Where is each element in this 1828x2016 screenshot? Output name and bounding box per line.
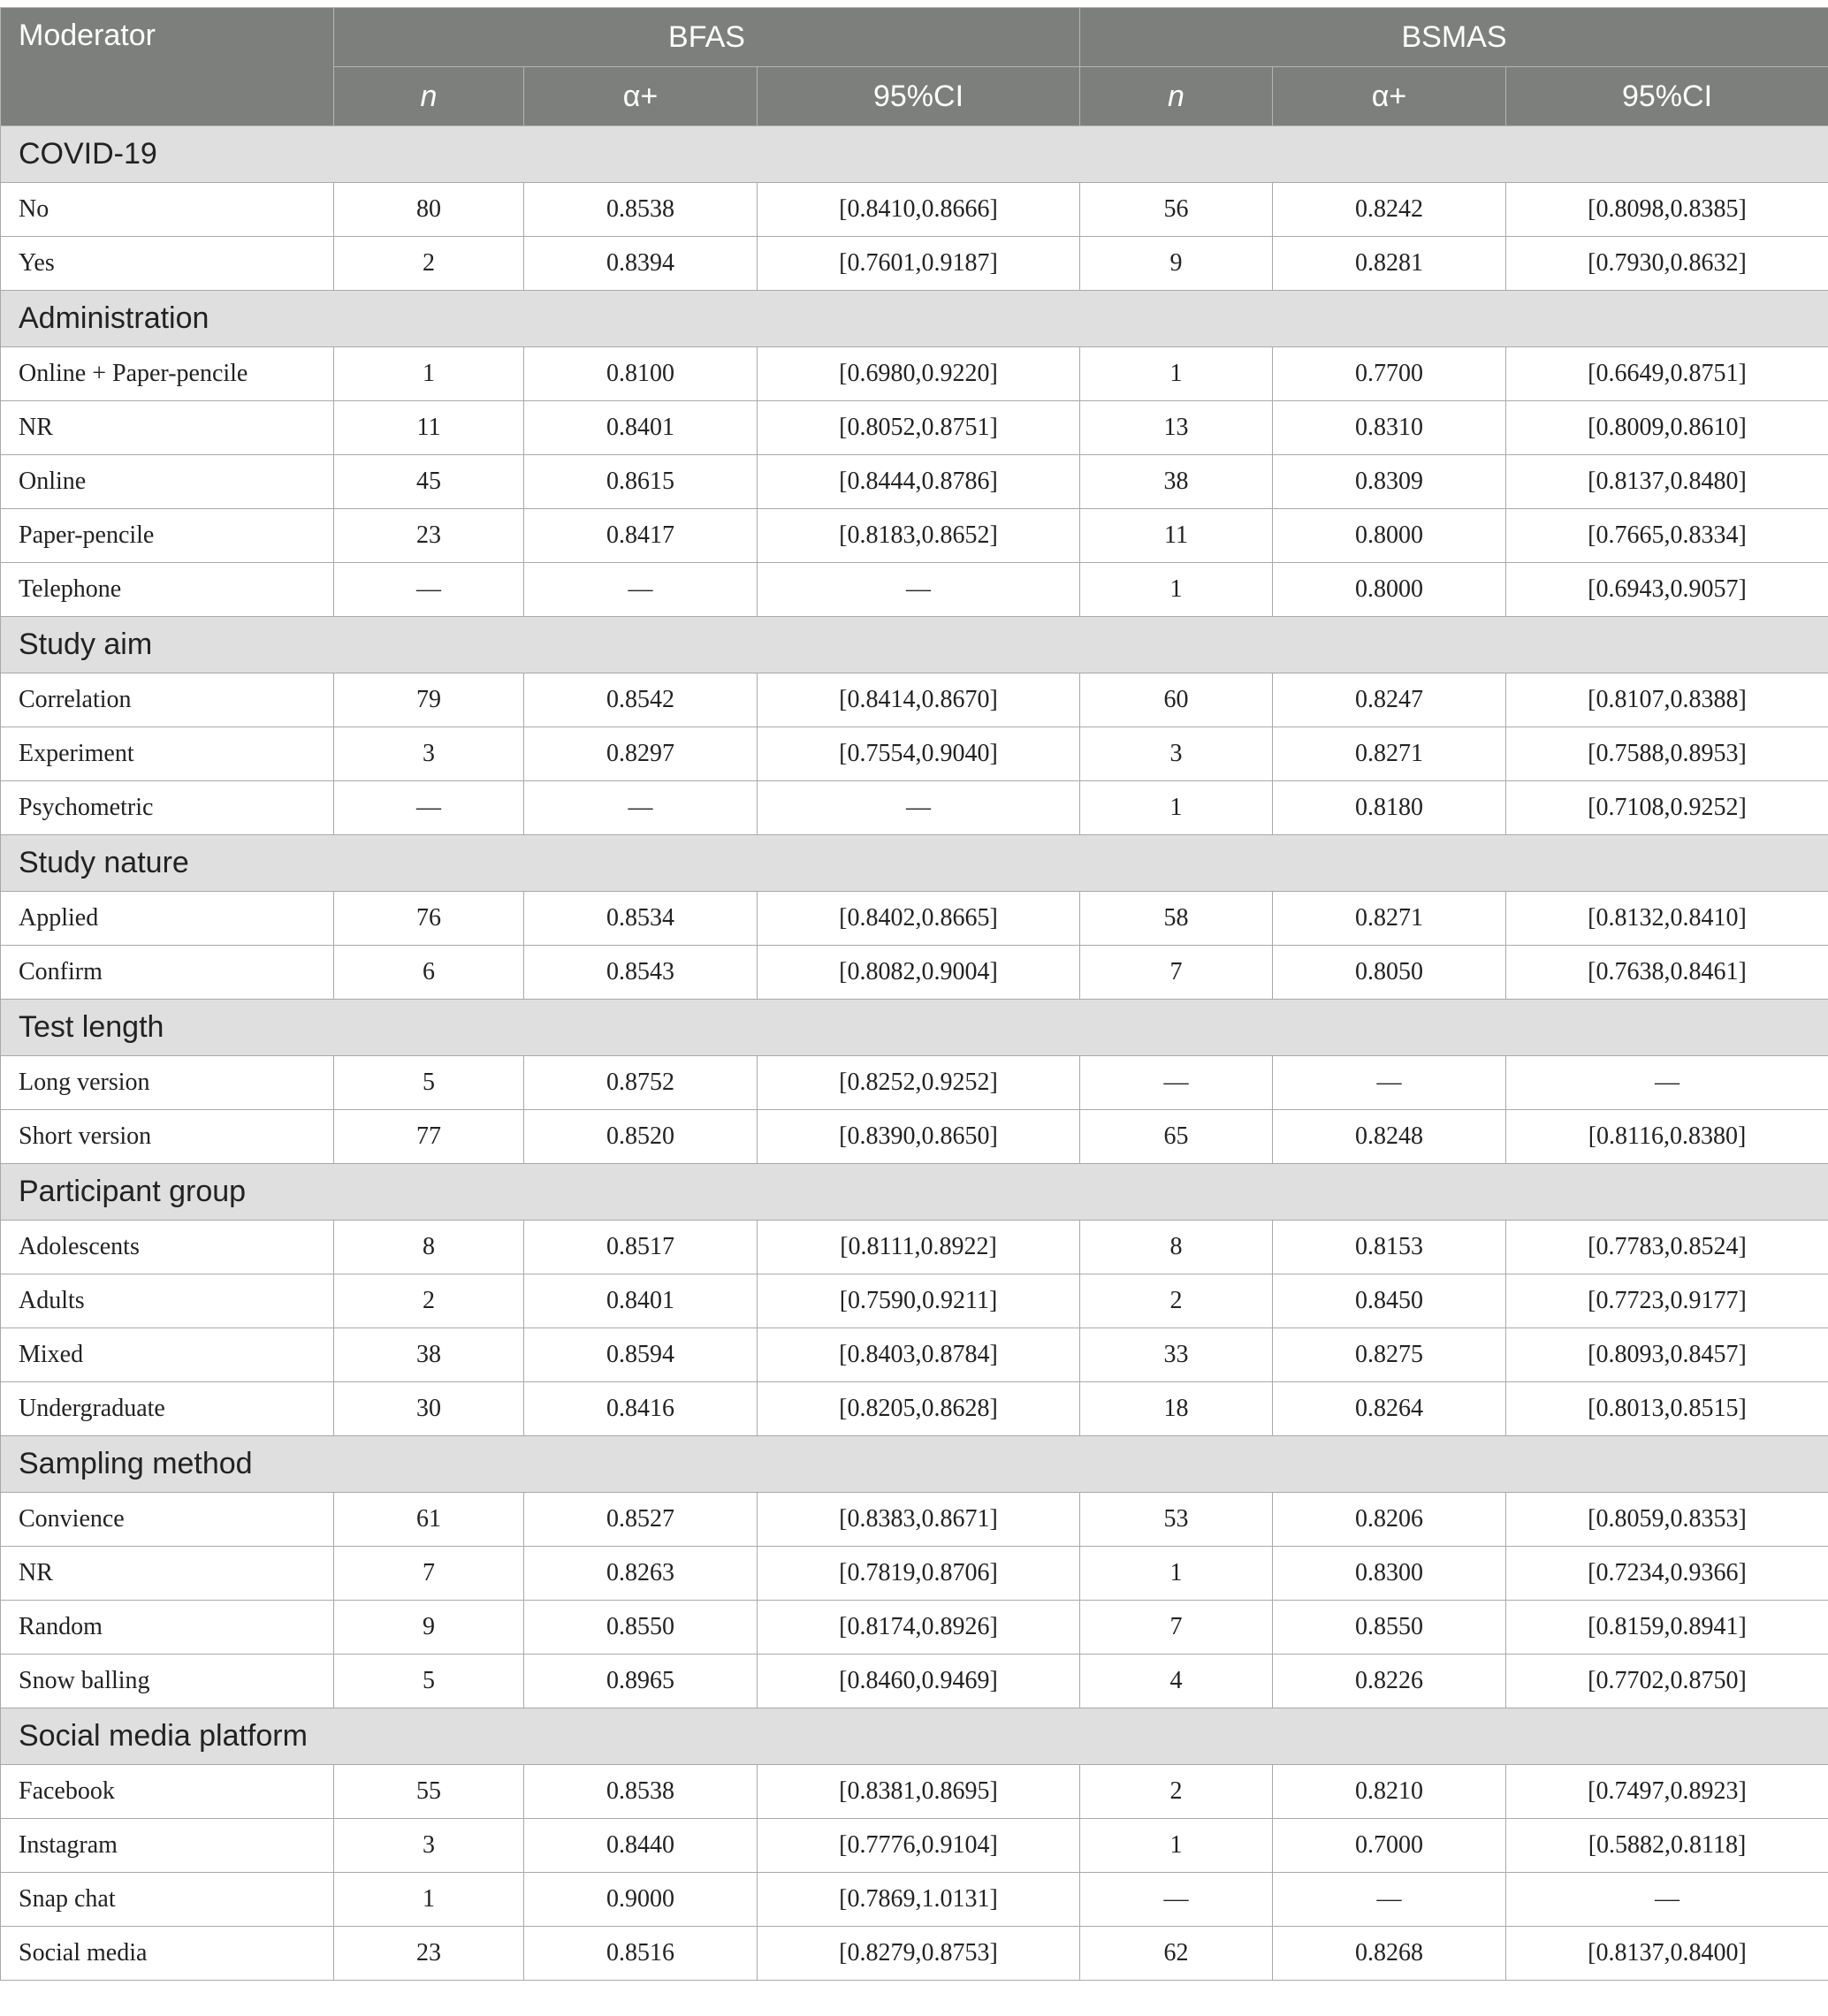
section-title: Sampling method — [1, 1436, 1828, 1493]
bfas-ci: [0.8205,0.8628] — [758, 1382, 1080, 1436]
bsmas-ci: [0.8093,0.8457] — [1506, 1328, 1828, 1382]
bsmas-alpha: 0.8271 — [1273, 892, 1506, 946]
bfas-ci: [0.7601,0.9187] — [758, 237, 1080, 291]
bfas-alpha: 0.8263 — [524, 1547, 758, 1601]
bfas-alpha: 0.8965 — [524, 1655, 758, 1708]
bsmas-alpha: 0.8000 — [1273, 509, 1506, 563]
moderator-label: Psychometric — [1, 781, 334, 835]
bsmas-n: 58 — [1080, 892, 1273, 946]
bsmas-n: — — [1080, 1873, 1273, 1927]
moderator-label: Short version — [1, 1110, 334, 1164]
bsmas-ci: [0.8059,0.8353] — [1506, 1493, 1828, 1547]
moderator-label: Mixed — [1, 1328, 334, 1382]
bsmas-n: 9 — [1080, 237, 1273, 291]
table-row — [1, 1493, 1828, 1547]
bfas-n: 6 — [334, 946, 524, 1000]
bsmas-n: 13 — [1080, 401, 1273, 455]
moderator-label: Paper-pencile — [1, 509, 334, 563]
bfas-ci: [0.8403,0.8784] — [758, 1328, 1080, 1382]
table-row — [1, 509, 1828, 563]
bsmas-n: 1 — [1080, 1819, 1273, 1873]
bfas-ci: [0.7590,0.9211] — [758, 1274, 1080, 1328]
bsmas-ci: [0.7588,0.8953] — [1506, 727, 1828, 781]
bsmas-ci: [0.7234,0.9366] — [1506, 1547, 1828, 1601]
bsmas-alpha: 0.8264 — [1273, 1382, 1506, 1436]
bfas-n: 23 — [334, 509, 524, 563]
bsmas-alpha: 0.8050 — [1273, 946, 1506, 1000]
bsmas-n: — — [1080, 1056, 1273, 1110]
bfas-alpha: 0.8520 — [524, 1110, 758, 1164]
bfas-n: 1 — [334, 347, 524, 401]
bsmas-ci: [0.5882,0.8118] — [1506, 1819, 1828, 1873]
moderator-label: Social media — [1, 1927, 334, 1981]
bfas-n: 38 — [334, 1328, 524, 1382]
bfas-n: 61 — [334, 1493, 524, 1547]
table-row — [1, 1655, 1828, 1708]
bfas-n: 9 — [334, 1601, 524, 1655]
bsmas-ci: [0.8013,0.8515] — [1506, 1382, 1828, 1436]
bfas-alpha: 0.8100 — [524, 347, 758, 401]
bsmas-n: 65 — [1080, 1110, 1273, 1164]
bfas-ci: [0.7776,0.9104] — [758, 1819, 1080, 1873]
bsmas-alpha: 0.8242 — [1273, 183, 1506, 237]
bsmas-n: 4 — [1080, 1655, 1273, 1708]
bsmas-alpha: 0.7000 — [1273, 1819, 1506, 1873]
bsmas-n: 56 — [1080, 183, 1273, 237]
header-bfas: BFAS — [334, 8, 1080, 67]
header-bsmas-ci: 95%CI — [1506, 67, 1828, 126]
bsmas-ci: [0.6943,0.9057] — [1506, 563, 1828, 617]
bfas-alpha: 0.8534 — [524, 892, 758, 946]
moderator-label: Undergraduate — [1, 1382, 334, 1436]
table-row — [1, 563, 1828, 617]
bfas-ci: [0.8460,0.9469] — [758, 1655, 1080, 1708]
bfas-alpha: 0.8417 — [524, 509, 758, 563]
table-row — [1, 347, 1828, 401]
bsmas-ci: [0.6649,0.8751] — [1506, 347, 1828, 401]
bfas-ci: [0.8383,0.8671] — [758, 1493, 1080, 1547]
bfas-ci: [0.8414,0.8670] — [758, 673, 1080, 727]
bfas-alpha: — — [524, 781, 758, 835]
table-row — [1, 1765, 1828, 1819]
section-header-row — [1, 1708, 1828, 1765]
bfas-ci: [0.8390,0.8650] — [758, 1110, 1080, 1164]
moderator-label: Snap chat — [1, 1873, 334, 1927]
moderator-label: Experiment — [1, 727, 334, 781]
bfas-alpha: 0.8416 — [524, 1382, 758, 1436]
bsmas-n: 7 — [1080, 1601, 1273, 1655]
bfas-alpha: 0.8752 — [524, 1056, 758, 1110]
section-title: Social media platform — [1, 1708, 1828, 1765]
table-row — [1, 946, 1828, 1000]
bsmas-n: 1 — [1080, 781, 1273, 835]
bfas-alpha: 0.8594 — [524, 1328, 758, 1382]
moderator-label: Long version — [1, 1056, 334, 1110]
bsmas-ci: [0.8116,0.8380] — [1506, 1110, 1828, 1164]
moderator-label: Convience — [1, 1493, 334, 1547]
bsmas-n: 2 — [1080, 1274, 1273, 1328]
moderator-label: Adolescents — [1, 1221, 334, 1274]
moderator-label: Random — [1, 1601, 334, 1655]
header-bsmas: BSMAS — [1080, 8, 1828, 67]
bsmas-alpha: 0.8180 — [1273, 781, 1506, 835]
bsmas-alpha: 0.8268 — [1273, 1927, 1506, 1981]
bsmas-n: 2 — [1080, 1765, 1273, 1819]
bsmas-ci: [0.8107,0.8388] — [1506, 673, 1828, 727]
bfas-alpha: 0.8297 — [524, 727, 758, 781]
bfas-alpha: 0.8440 — [524, 1819, 758, 1873]
bsmas-n: 1 — [1080, 347, 1273, 401]
bfas-ci: [0.8082,0.9004] — [758, 946, 1080, 1000]
table-row — [1, 1819, 1828, 1873]
header-moderator: Moderator — [1, 8, 334, 126]
table-row — [1, 1601, 1828, 1655]
section-header-row — [1, 1164, 1828, 1221]
header-bfas-ci: 95%CI — [758, 67, 1080, 126]
moderator-label: Applied — [1, 892, 334, 946]
section-title: COVID-19 — [1, 126, 1828, 183]
bfas-alpha: 0.8394 — [524, 237, 758, 291]
table-row — [1, 401, 1828, 455]
section-title: Participant group — [1, 1164, 1828, 1221]
bfas-n: 11 — [334, 401, 524, 455]
bsmas-ci: [0.8009,0.8610] — [1506, 401, 1828, 455]
header-bsmas-alpha: α+ — [1273, 67, 1506, 126]
moderator-label: Correlation — [1, 673, 334, 727]
bfas-n: — — [334, 781, 524, 835]
bsmas-alpha: 0.8247 — [1273, 673, 1506, 727]
table-row — [1, 727, 1828, 781]
bfas-n: 2 — [334, 237, 524, 291]
bsmas-ci: [0.7783,0.8524] — [1506, 1221, 1828, 1274]
moderator-label: Facebook — [1, 1765, 334, 1819]
bsmas-n: 1 — [1080, 1547, 1273, 1601]
bsmas-n: 33 — [1080, 1328, 1273, 1382]
bfas-alpha: 0.8542 — [524, 673, 758, 727]
bfas-ci: [0.8183,0.8652] — [758, 509, 1080, 563]
table-row — [1, 1221, 1828, 1274]
bfas-ci: [0.7554,0.9040] — [758, 727, 1080, 781]
bsmas-n: 8 — [1080, 1221, 1273, 1274]
moderator-label: Snow balling — [1, 1655, 334, 1708]
bsmas-n: 1 — [1080, 563, 1273, 617]
bsmas-alpha: 0.8153 — [1273, 1221, 1506, 1274]
bfas-ci: [0.8402,0.8665] — [758, 892, 1080, 946]
bsmas-alpha: 0.8226 — [1273, 1655, 1506, 1708]
moderator-label: Online + Paper-pencile — [1, 347, 334, 401]
bsmas-n: 11 — [1080, 509, 1273, 563]
bfas-alpha: 0.8527 — [524, 1493, 758, 1547]
bsmas-alpha: 0.8000 — [1273, 563, 1506, 617]
section-header-row — [1, 835, 1828, 892]
bfas-alpha: 0.8543 — [524, 946, 758, 1000]
section-title: Administration — [1, 291, 1828, 347]
moderator-label: NR — [1, 1547, 334, 1601]
moderator-label: Confirm — [1, 946, 334, 1000]
bsmas-alpha: 0.8450 — [1273, 1274, 1506, 1328]
bfas-alpha: 0.8517 — [524, 1221, 758, 1274]
table-row — [1, 892, 1828, 946]
bfas-ci: [0.7819,0.8706] — [758, 1547, 1080, 1601]
bsmas-n: 18 — [1080, 1382, 1273, 1436]
bfas-alpha: 0.8538 — [524, 183, 758, 237]
bsmas-alpha: 0.7700 — [1273, 347, 1506, 401]
bsmas-n: 38 — [1080, 455, 1273, 509]
bsmas-n: 62 — [1080, 1927, 1273, 1981]
bsmas-ci: [0.7702,0.8750] — [1506, 1655, 1828, 1708]
bsmas-ci: — — [1506, 1873, 1828, 1927]
bfas-n: 7 — [334, 1547, 524, 1601]
bsmas-alpha: 0.8550 — [1273, 1601, 1506, 1655]
section-title: Study aim — [1, 617, 1828, 673]
table-row — [1, 1274, 1828, 1328]
bsmas-ci: [0.7723,0.9177] — [1506, 1274, 1828, 1328]
bfas-ci: [0.7869,1.0131] — [758, 1873, 1080, 1927]
table-row — [1, 1547, 1828, 1601]
bsmas-ci: [0.7108,0.9252] — [1506, 781, 1828, 835]
bfas-alpha: 0.8401 — [524, 401, 758, 455]
section-header-row — [1, 617, 1828, 673]
section-header-row — [1, 1436, 1828, 1493]
bsmas-alpha: 0.8206 — [1273, 1493, 1506, 1547]
header-bfas-n: n — [334, 67, 524, 126]
moderator-label: No — [1, 183, 334, 237]
bsmas-n: 3 — [1080, 727, 1273, 781]
bsmas-alpha: 0.8271 — [1273, 727, 1506, 781]
bfas-ci: [0.8174,0.8926] — [758, 1601, 1080, 1655]
bfas-ci: [0.8381,0.8695] — [758, 1765, 1080, 1819]
bfas-n: 30 — [334, 1382, 524, 1436]
table-row — [1, 1110, 1828, 1164]
section-title: Test length — [1, 1000, 1828, 1056]
bsmas-ci: [0.8137,0.8480] — [1506, 455, 1828, 509]
bfas-n: 1 — [334, 1873, 524, 1927]
bsmas-ci: [0.7930,0.8632] — [1506, 237, 1828, 291]
bsmas-ci: [0.7638,0.8461] — [1506, 946, 1828, 1000]
moderator-table — [0, 7, 1828, 1981]
table-row — [1, 455, 1828, 509]
bsmas-alpha: 0.8300 — [1273, 1547, 1506, 1601]
section-title: Study nature — [1, 835, 1828, 892]
bsmas-n: 60 — [1080, 673, 1273, 727]
bfas-n: 23 — [334, 1927, 524, 1981]
bfas-alpha: 0.8516 — [524, 1927, 758, 1981]
bfas-n: 79 — [334, 673, 524, 727]
bfas-n: 5 — [334, 1056, 524, 1110]
moderator-label: Instagram — [1, 1819, 334, 1873]
moderator-label: Online — [1, 455, 334, 509]
bfas-n: 2 — [334, 1274, 524, 1328]
bsmas-alpha: 0.8248 — [1273, 1110, 1506, 1164]
bsmas-ci: [0.7665,0.8334] — [1506, 509, 1828, 563]
bsmas-alpha: — — [1273, 1056, 1506, 1110]
bfas-n: 77 — [334, 1110, 524, 1164]
bfas-alpha: 0.8550 — [524, 1601, 758, 1655]
bsmas-ci: [0.8098,0.8385] — [1506, 183, 1828, 237]
table-row — [1, 1927, 1828, 1981]
section-header-row — [1, 1000, 1828, 1056]
table-header — [1, 8, 1828, 126]
table-row — [1, 237, 1828, 291]
moderator-label: Yes — [1, 237, 334, 291]
bfas-n: 55 — [334, 1765, 524, 1819]
table-row — [1, 1328, 1828, 1382]
section-header-row — [1, 126, 1828, 183]
bfas-ci: [0.8410,0.8666] — [758, 183, 1080, 237]
bsmas-alpha: 0.8281 — [1273, 237, 1506, 291]
bsmas-alpha: 0.8310 — [1273, 401, 1506, 455]
table-row — [1, 1056, 1828, 1110]
bfas-alpha: 0.8401 — [524, 1274, 758, 1328]
bsmas-alpha: 0.8210 — [1273, 1765, 1506, 1819]
section-header-row — [1, 291, 1828, 347]
bfas-alpha: — — [524, 563, 758, 617]
bfas-ci: [0.8052,0.8751] — [758, 401, 1080, 455]
header-bsmas-n: n — [1080, 67, 1273, 126]
bfas-n: 3 — [334, 727, 524, 781]
header-bfas-alpha: α+ — [524, 67, 758, 126]
bfas-ci: [0.8252,0.9252] — [758, 1056, 1080, 1110]
table-body — [1, 126, 1828, 1981]
bfas-n: — — [334, 563, 524, 617]
bsmas-ci: — — [1506, 1056, 1828, 1110]
bfas-ci: — — [758, 781, 1080, 835]
bsmas-alpha: 0.8309 — [1273, 455, 1506, 509]
bsmas-ci: [0.8137,0.8400] — [1506, 1927, 1828, 1981]
table-row — [1, 1873, 1828, 1927]
bfas-ci: — — [758, 563, 1080, 617]
bfas-n: 8 — [334, 1221, 524, 1274]
table-row — [1, 781, 1828, 835]
bsmas-n: 53 — [1080, 1493, 1273, 1547]
bfas-n: 3 — [334, 1819, 524, 1873]
bfas-n: 5 — [334, 1655, 524, 1708]
bsmas-ci: [0.8132,0.8410] — [1506, 892, 1828, 946]
bsmas-n: 7 — [1080, 946, 1273, 1000]
bsmas-alpha: 0.8275 — [1273, 1328, 1506, 1382]
moderator-label: Adults — [1, 1274, 334, 1328]
moderator-label: Telephone — [1, 563, 334, 617]
bsmas-ci: [0.7497,0.8923] — [1506, 1765, 1828, 1819]
bfas-n: 80 — [334, 183, 524, 237]
bfas-ci: [0.8444,0.8786] — [758, 455, 1080, 509]
bfas-ci: [0.6980,0.9220] — [758, 347, 1080, 401]
bfas-ci: [0.8279,0.8753] — [758, 1927, 1080, 1981]
bfas-alpha: 0.8615 — [524, 455, 758, 509]
bfas-n: 76 — [334, 892, 524, 946]
bfas-alpha: 0.8538 — [524, 1765, 758, 1819]
bsmas-alpha: — — [1273, 1873, 1506, 1927]
bfas-n: 45 — [334, 455, 524, 509]
table-row — [1, 1382, 1828, 1436]
bfas-alpha: 0.9000 — [524, 1873, 758, 1927]
bfas-ci: [0.8111,0.8922] — [758, 1221, 1080, 1274]
table-row — [1, 183, 1828, 237]
table-row — [1, 673, 1828, 727]
moderator-label: NR — [1, 401, 334, 455]
bsmas-ci: [0.8159,0.8941] — [1506, 1601, 1828, 1655]
